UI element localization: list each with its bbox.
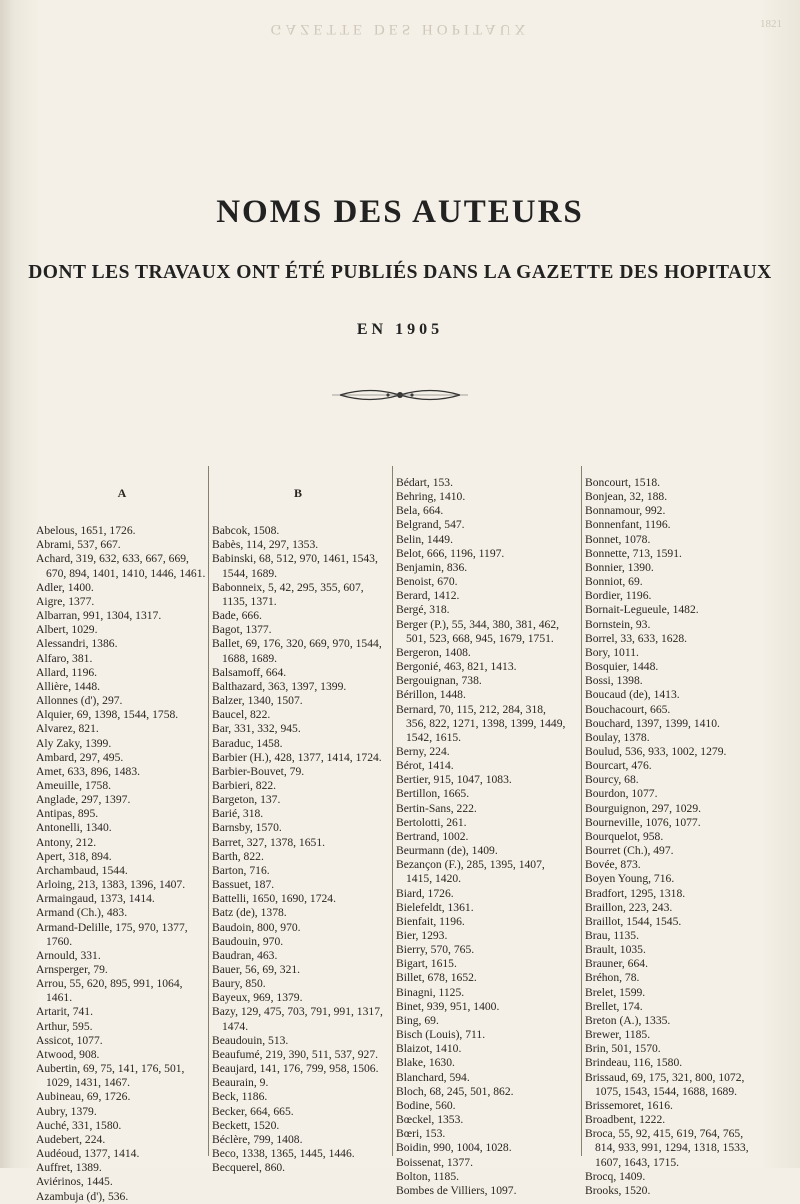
author-entry: Bornstein, 93. (585, 617, 651, 631)
author-entry: Babcok, 1508. (212, 524, 280, 538)
author-entry: Bertin-Sans, 222. (396, 801, 477, 815)
author-entry: Antonelli, 1340. (36, 821, 112, 835)
author-entry: Audéoud, 1377, 1414. (36, 1147, 140, 1161)
author-entry: Behring, 1410. (396, 490, 466, 504)
author-entry: Bérot, 1414. (396, 759, 454, 773)
author-entry: Bœckel, 1353. (396, 1113, 464, 1127)
author-entry: Belgrand, 547. (396, 518, 465, 532)
author-entry: Achard, 319, 632, 633, 667, 669, 670, 894, 1401, 1410, 1446, 1461. (36, 552, 206, 580)
author-entry: Becquerel, 860. (212, 1161, 286, 1175)
author-entry: Brissaud, 69, 175, 321, 800, 1072, 1075, 1543, 1544, 1688, 1689. (585, 1070, 745, 1098)
author-entry: Bassuet, 187. (212, 878, 275, 892)
author-entry: Bloch, 68, 245, 501, 862. (396, 1084, 514, 1098)
page-year: EN 1905 (356, 321, 444, 338)
author-entry: Bonnet, 1078. (585, 532, 651, 546)
author-entry: Barton, 716. (212, 863, 270, 877)
author-entry: Amet, 633, 896, 1483. (36, 764, 141, 778)
author-entry: Bombes de Villiers, 1097. (396, 1183, 517, 1197)
author-entry: Bourquelot, 958. (585, 829, 664, 843)
author-entry: Balsamoff, 664. (212, 665, 287, 679)
author-entry: Bourcart, 476. (585, 759, 652, 773)
author-entry: Breton (A.), 1335. (585, 1013, 671, 1027)
author-entry: Arrou, 55, 620, 895, 991, 1064, 1461. (36, 977, 183, 1005)
author-entry: Adler, 1400. (36, 580, 94, 594)
entry-list (396, 476, 568, 1198)
author-entry: Bonjean, 32, 188. (585, 490, 668, 504)
author-entry: Beaudouin, 513. (212, 1033, 289, 1047)
author-entry: Alfaro, 381. (36, 651, 93, 665)
author-entry: Barth, 822. (212, 849, 264, 863)
author-entry: Bar, 331, 332, 945. (212, 722, 301, 736)
author-entry: Brellet, 174. (585, 999, 643, 1013)
author-entry: Belin, 1449. (396, 532, 454, 546)
author-entry: Barbier (H.), 428, 1377, 1414, 1724. (212, 750, 382, 764)
author-entry: Bertrand, 1002. (396, 829, 469, 843)
author-entry: Alvarez, 821. (36, 722, 99, 736)
author-entry: Arthur, 595. (36, 1019, 93, 1033)
author-entry: Apert, 318, 894. (36, 849, 112, 863)
author-entry: Aviérinos, 1445. (36, 1175, 113, 1189)
page-subtitle: DONT LES TRAVAUX ONT ÉTÉ PUBLIÉS DANS LA GAZETTE DES HOPITAUX (28, 262, 772, 283)
author-entry: Babès, 114, 297, 1353. (212, 538, 319, 552)
column-a (36, 466, 208, 1203)
author-entry: Alessandri, 1386. (36, 637, 118, 651)
ornament-divider-icon (330, 382, 470, 408)
author-entry: Brau, 1135. (585, 929, 639, 942)
author-entry: Ameuille, 1758. (36, 778, 112, 792)
author-entry: Abrami, 537, 667. (36, 538, 121, 552)
author-entry: Bigart, 1615. (396, 957, 457, 971)
author-entry: Barbier-Bouvet, 79. (212, 764, 305, 778)
author-entry: Beckett, 1520. (212, 1118, 280, 1132)
author-entry: Aigre, 1377. (36, 594, 95, 608)
author-entry: Beco, 1338, 1365, 1445, 1446. (212, 1147, 355, 1161)
author-entry: Bédart, 153. (396, 476, 453, 489)
author-entry: Binagni, 1125. (396, 985, 465, 999)
author-entry: Bouchard, 1397, 1399, 1410. (585, 716, 720, 730)
author-entry: Baudran, 463. (212, 948, 278, 962)
author-entry: Archambaud, 1544. (36, 863, 128, 877)
author-entry: Alquier, 69, 1398, 1544, 1758. (36, 708, 179, 722)
entry-list (36, 524, 208, 1204)
author-entry: Aubineau, 69, 1726. (36, 1090, 131, 1104)
author-entry: Auffret, 1389. (36, 1161, 102, 1175)
author-entry: Bosquier, 1448. (585, 660, 659, 674)
author-entry: Bouchacourt, 665. (585, 702, 671, 716)
author-entry: Benjamin, 836. (396, 560, 468, 574)
author-entry: Boucaud (de), 1413. (585, 688, 680, 702)
author-entry: Baraduc, 1458. (212, 736, 283, 750)
author-entry: Bienfait, 1196. (396, 914, 465, 928)
author-entry: Babinski, 68, 512, 970, 1461, 1543, 1544, 1689. (212, 552, 378, 580)
author-entry: Bargeton, 137. (212, 793, 281, 807)
author-entry: Bertolotti, 261. (396, 815, 467, 829)
author-entry: Binet, 939, 951, 1400. (396, 999, 500, 1013)
author-entry: Bierry, 570, 765. (396, 943, 475, 957)
author-entry: Bergeron, 1408. (396, 645, 471, 659)
author-entry: Batz (de), 1378. (212, 906, 287, 920)
author-entry: Bradfort, 1295, 1318. (585, 886, 686, 900)
author-entry: Barnsby, 1570. (212, 821, 282, 835)
author-entry: Bory, 1011. (585, 645, 639, 659)
author-entry: Boissenat, 1377. (396, 1155, 473, 1169)
author-entry: Brelet, 1599. (585, 985, 646, 999)
author-entry: Benoist, 670. (396, 575, 458, 589)
author-entry: Barret, 327, 1378, 1651. (212, 835, 326, 849)
author-entry: Beaufumé, 219, 390, 511, 537, 927. (212, 1047, 379, 1061)
author-entry: Boulud, 536, 933, 1002, 1279. (585, 744, 727, 758)
author-entry: Arnould, 331. (36, 948, 101, 962)
column-b (208, 466, 384, 1175)
author-entry: Broadbent, 1222. (585, 1113, 666, 1127)
author-entry: Bodine, 560. (396, 1098, 456, 1112)
author-entry: Arnsperger, 79. (36, 963, 108, 976)
author-entry: Balzer, 1340, 1507. (212, 694, 303, 708)
running-header-bleedthrough: GAZETTE DES HOPITAUX (270, 21, 530, 37)
author-entry: Barbieri, 822. (212, 778, 277, 792)
author-entry: Belot, 666, 1196, 1197. (396, 546, 505, 560)
author-entry: Bernard, 70, 115, 212, 284, 318, 356, 822, 1271, 1398, 1399, 1449, 1542, 1615. (396, 702, 566, 744)
author-entry: Anglade, 297, 1397. (36, 793, 131, 807)
author-entry: Bérillon, 1448. (396, 688, 466, 702)
author-entry: Assicot, 1077. (36, 1033, 103, 1047)
author-entry: Balthazard, 363, 1397, 1399. (212, 679, 347, 693)
author-entry: Brin, 501, 1570. (585, 1042, 661, 1056)
author-entry: Béclère, 799, 1408. (212, 1132, 303, 1146)
author-entry: Beurmann (de), 1409. (396, 844, 498, 858)
author-entry: Bornait-Legueule, 1482. (585, 603, 699, 617)
author-entry: Boyen Young, 716. (585, 872, 675, 886)
author-entry: Bade, 666. (212, 609, 262, 623)
author-entry: Baudoin, 800, 970. (212, 920, 301, 934)
author-entry: Atwood, 908. (36, 1047, 100, 1061)
author-entry: Brissemoret, 1616. (585, 1098, 673, 1112)
author-entry: Ambard, 297, 495. (36, 750, 124, 764)
author-entry: Boncourt, 1518. (585, 476, 661, 489)
author-entry: Bezançon (F.), 285, 1395, 1407, 1415, 1420. (396, 858, 545, 886)
author-entry: Aly Zaky, 1399. (36, 736, 112, 750)
author-entry: Brocq, 1409. (585, 1169, 646, 1183)
author-entry: Battelli, 1650, 1690, 1724. (212, 892, 336, 906)
author-entry: Bréhon, 78. (585, 971, 640, 985)
entry-list (212, 524, 384, 1175)
author-entry: Ballet, 69, 176, 320, 669, 970, 1544, 1688, 1689. (212, 637, 382, 665)
author-entry: Boulay, 1378. (585, 730, 650, 744)
author-entry: Arloing, 213, 1383, 1396, 1407. (36, 878, 186, 892)
author-entry: Bayeux, 969, 1379. (212, 991, 303, 1005)
author-entry: Bonnenfant, 1196. (585, 518, 671, 532)
author-entry: Baudouin, 970. (212, 934, 284, 948)
author-entry: Brooks, 1520. (585, 1183, 651, 1197)
author-entry: Bonnette, 713, 1591. (585, 546, 682, 560)
author-entry: Barié, 318. (212, 807, 264, 821)
author-entry: Armand (Ch.), 483. (36, 906, 128, 920)
author-entry: Brewer, 1185. (585, 1028, 651, 1042)
author-entry: Borrel, 33, 633, 1628. (585, 631, 688, 645)
author-entry: Bertillon, 1665. (396, 787, 470, 801)
author-entry: Abelous, 1651, 1726. (36, 524, 136, 538)
author-entry: Audebert, 224. (36, 1132, 106, 1146)
author-entry: Beaujard, 141, 176, 799, 958, 1506. (212, 1062, 379, 1076)
author-entry: Bertier, 915, 1047, 1083. (396, 773, 512, 787)
author-entry: Brindeau, 116, 1580. (585, 1056, 683, 1070)
author-entry: Bourneville, 1076, 1077. (585, 815, 701, 829)
author-entry: Azambuja (d'), 536. (36, 1189, 129, 1203)
section-letter: B (293, 486, 302, 500)
author-entry: Baucel, 822. (212, 708, 271, 722)
author-entry: Bourret (Ch.), 497. (585, 844, 674, 858)
author-entry: Bing, 69. (396, 1013, 439, 1027)
author-entry: Bielefeldt, 1361. (396, 900, 474, 914)
entry-list (585, 476, 757, 1198)
author-entry: Bergouignan, 738. (396, 674, 482, 688)
author-entry: Bonniot, 69. (585, 575, 643, 589)
author-entry: Bier, 1293. (396, 929, 448, 942)
author-entry: Brauner, 664. (585, 957, 648, 971)
author-entry: Antipas, 895. (36, 807, 99, 821)
author-entry: Bazy, 129, 475, 703, 791, 991, 1317, 1474. (212, 1005, 383, 1033)
author-entry: Blanchard, 594. (396, 1070, 470, 1084)
author-entry: Brault, 1035. (585, 943, 646, 957)
author-entry: Auché, 331, 1580. (36, 1118, 122, 1132)
author-entry: Braillot, 1544, 1545. (585, 914, 682, 928)
author-entry: Berard, 1412. (396, 589, 460, 603)
author-entry: Berger (P.), 55, 344, 380, 381, 462, 501, 523, 668, 945, 1679, 1751. (396, 617, 560, 645)
author-entry: Bourguignon, 297, 1029. (585, 801, 702, 815)
author-entry: Bossi, 1398. (585, 674, 643, 688)
author-entry: Antony, 212. (36, 835, 97, 849)
folio-number: 1821 (760, 18, 782, 30)
author-entry: Bergé, 318. (396, 603, 450, 617)
author-entry: Albert, 1029. (36, 623, 98, 637)
author-entry: Bœri, 153. (396, 1127, 446, 1141)
author-entry: Allard, 1196. (36, 665, 98, 679)
section-letter: A (117, 486, 127, 500)
author-entry: Bourdon, 1077. (585, 787, 658, 801)
author-entry: Bauer, 56, 69, 321. (212, 963, 301, 976)
author-entry: Bagot, 1377. (212, 623, 272, 637)
author-entry: Bordier, 1196. (585, 589, 652, 603)
author-entry: Bisch (Louis), 711. (396, 1028, 486, 1042)
author-entry: Bonnamour, 992. (585, 504, 666, 518)
author-entry: Aubry, 1379. (36, 1104, 97, 1118)
author-entry: Bovée, 873. (585, 858, 641, 872)
author-entry: Armand-Delille, 175, 970, 1377, 1760. (36, 920, 188, 948)
author-entry: Bergonié, 463, 821, 1413. (396, 660, 517, 674)
author-entry: Blake, 1630. (396, 1056, 455, 1070)
author-entry: Boidin, 990, 1004, 1028. (396, 1141, 512, 1155)
author-entry: Armaingaud, 1373, 1414. (36, 892, 155, 906)
column-b-continued (392, 466, 568, 1197)
author-entry: Aubertin, 69, 75, 141, 176, 501, 1029, 1431, 1467. (36, 1062, 185, 1090)
author-entry: Bourcy, 68. (585, 773, 639, 787)
author-entry: Baury, 850. (212, 977, 266, 991)
author-entry: Berny, 224. (396, 744, 450, 758)
author-entry: Broca, 55, 92, 415, 619, 764, 765, 814, 933, 991, 1294, 1318, 1533, 1607, 1643, 1715. (585, 1127, 749, 1169)
author-entry: Bela, 664. (396, 504, 444, 518)
author-entry: Blaizot, 1410. (396, 1042, 462, 1056)
author-entry: Beck, 1186. (212, 1090, 268, 1104)
author-entry: Bolton, 1185. (396, 1169, 460, 1183)
author-entry: Beaurain, 9. (212, 1076, 269, 1090)
author-entry: Biard, 1726. (396, 886, 454, 900)
page-title: NOMS DES AUTEURS (216, 194, 584, 230)
author-entry: Allonnes (d'), 297. (36, 694, 123, 708)
author-entry: Babonneix, 5, 42, 295, 355, 607, 1135, 1371. (212, 580, 364, 608)
author-index (36, 466, 776, 1203)
author-entry: Becker, 664, 665. (212, 1104, 294, 1118)
author-entry: Artarit, 741. (36, 1005, 93, 1019)
author-entry: Albarran, 991, 1304, 1317. (36, 609, 162, 623)
column-b-continued-2 (581, 466, 757, 1197)
author-entry: Braillon, 223, 243. (585, 900, 673, 914)
author-entry: Allière, 1448. (36, 679, 101, 693)
author-entry: Billet, 678, 1652. (396, 971, 477, 985)
author-entry: Bonnier, 1390. (585, 560, 654, 574)
